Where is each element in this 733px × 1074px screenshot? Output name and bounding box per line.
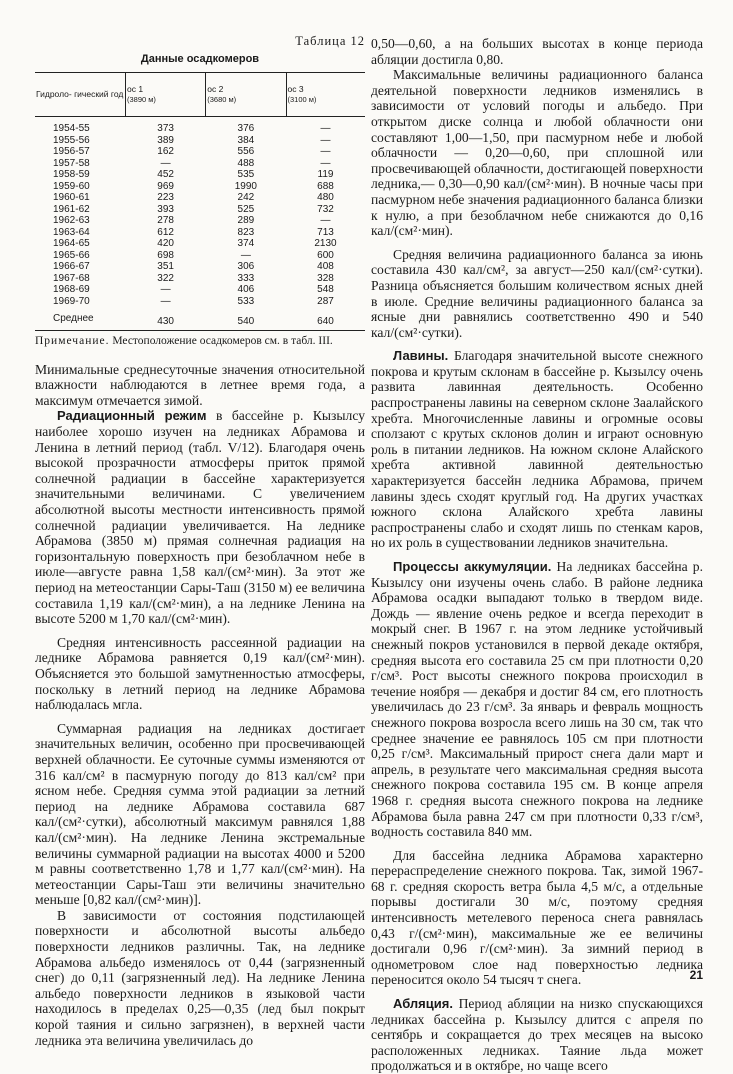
value-cell: 452 bbox=[157, 169, 174, 181]
value-cell: 600 bbox=[317, 249, 334, 261]
value-cell: 162 bbox=[157, 146, 174, 158]
value-cell: 376 bbox=[237, 123, 255, 135]
average-label: Среднее bbox=[53, 313, 94, 325]
value-cell: 533 bbox=[237, 295, 255, 307]
table-row bbox=[35, 158, 365, 170]
year-cell: 1962-63 bbox=[53, 215, 90, 227]
value-cell: 688 bbox=[317, 180, 334, 192]
left-column bbox=[35, 34, 365, 1048]
heading-radiation: Радиационный режим bbox=[57, 408, 207, 424]
value-cell: 373 bbox=[157, 123, 174, 135]
table-average-row bbox=[35, 307, 365, 330]
table-note bbox=[35, 335, 365, 348]
year-cell: 1969-70 bbox=[53, 295, 90, 307]
table-header-cell bbox=[126, 73, 206, 117]
value-cell: 713 bbox=[317, 226, 334, 238]
value-cell: 2130 bbox=[314, 238, 337, 250]
header-label: ос 3 bbox=[287, 84, 304, 95]
table-number: Таблица 12 bbox=[295, 34, 365, 48]
value-cell: 119 bbox=[317, 169, 334, 181]
value-cell: 328 bbox=[317, 272, 334, 284]
table-row bbox=[35, 192, 365, 204]
value-cell: — bbox=[320, 134, 331, 146]
value-cell: 287 bbox=[317, 295, 334, 307]
year-cell: 1959-60 bbox=[53, 180, 90, 192]
year-cell: 1956-57 bbox=[53, 146, 90, 158]
table-row bbox=[35, 238, 365, 250]
value-cell: 351 bbox=[157, 261, 174, 273]
header-label: Гидроло- гический год bbox=[36, 88, 124, 99]
heading-avalanches: Лавины. bbox=[393, 348, 449, 364]
paragraph-continued: 0,50—0,60, а на больших высотах в конце периода абляции достигла 0,80. bbox=[371, 36, 703, 67]
value-cell: 488 bbox=[237, 157, 255, 169]
header-label: ос 1 bbox=[127, 84, 144, 95]
table-row bbox=[35, 181, 365, 193]
value-cell: 306 bbox=[237, 261, 255, 273]
value-cell: 698 bbox=[157, 249, 174, 261]
year-cell: 1964-65 bbox=[53, 238, 90, 250]
value-cell: — bbox=[160, 295, 171, 307]
heading-ablation: Абляция. bbox=[393, 996, 453, 1012]
value-cell: 384 bbox=[237, 134, 255, 146]
year-cell: 1958-59 bbox=[53, 169, 90, 181]
year-cell: 1957-58 bbox=[53, 157, 90, 169]
paragraph-albedo: В зависимости от состояния подстилающей поверхности и абсолютной высоты альбедо поверхности ледников различны. Так, на леднике Абрамова альбедо изменялось от 0,44 (загрязненный снег) до 0,11 (загрязненный лед). На леднике Ленина альбедо поверхности ледников в языковой части находилось в пределах 0,25—0,35 (лед был покрыт корой таяния и сильно загрязнен), в верхней части ледника эта величина увеличилась до bbox=[35, 907, 365, 1048]
average-value: 640 bbox=[317, 315, 334, 327]
table-title: Данные осадкомеров bbox=[140, 52, 260, 65]
value-cell: 823 bbox=[237, 226, 255, 238]
header-altitude: (3680 м) bbox=[207, 94, 237, 104]
right-column bbox=[371, 36, 703, 1074]
value-cell: 480 bbox=[317, 192, 334, 204]
value-cell: — bbox=[320, 123, 331, 135]
paragraph-redistribution: Для бассейна ледника Абрамова характерно перераспределение снежного покрова. Так, зимой 1967-68 г. средняя скорость ветра была 4,5 м/с, а отдельные порывы достигали 30 м/с, поэтому средняя интенсивность метелевого переноса снега равнялась 0,43 г/(см²·мин), максимальные же ее величины достигали 0,96 г/(см²·мин). За зимний период в однометровом слое над поверхностью ледника переносится около 54 тысяч т снега. bbox=[371, 847, 703, 988]
value-cell: — bbox=[160, 157, 171, 169]
note-text: Местоположение осадкомеров см. в табл. III. bbox=[109, 334, 333, 347]
value-cell: — bbox=[320, 146, 331, 158]
table-row bbox=[35, 296, 365, 308]
year-cell: 1954-55 bbox=[53, 123, 90, 135]
year-cell: 1966-67 bbox=[53, 261, 90, 273]
value-cell: 612 bbox=[157, 226, 174, 238]
paragraph-total-radiation: Суммарная радиация на ледниках достигает значительных величин, особенно при просвечивающей верхней облачности. Ее суточные суммы изменяются от 316 кал/см² в пасмурную погоду до 813 кал/см² при ясном небе. Средняя сумма этой радиации за летний период на леднике Абрамова составила 687 кал/(см²·сутки), абсолютный максимум равнялся 1,88 кал/(см²·мин). На леднике Ленина экстремальные величины суммарной радиации на высотах 4000 и 5200 м равны соответственно 1,78 и 1,77 кал/(см²·мин). На метеостанции Сары-Таш эти величины значительно меньше [0,82 кал/(см²·мин)]. bbox=[35, 720, 365, 908]
year-cell: 1963-64 bbox=[53, 226, 90, 238]
paragraph-balance-average: Средняя величина радиационного баланса за июнь составила 430 кал/см², за август—250 кал/(см²·сутки). Разница объясняется большим количеством ясных дней в июле. Средние величины радиационного баланса за ясные дни равнялись соответственно 490 и 540 кал/(см²·сутки). bbox=[371, 246, 703, 340]
value-cell: 389 bbox=[157, 134, 174, 146]
value-cell: 374 bbox=[237, 238, 255, 250]
value-cell: 535 bbox=[237, 169, 255, 181]
table-row bbox=[35, 284, 365, 296]
value-cell: 393 bbox=[157, 203, 174, 215]
header-altitude: (3100 м) bbox=[287, 94, 317, 104]
table-row bbox=[35, 135, 365, 147]
year-cell: 1968-69 bbox=[53, 284, 90, 296]
precipitation-gauge-table bbox=[35, 72, 365, 331]
table-row bbox=[35, 250, 365, 262]
table-row bbox=[35, 204, 365, 216]
value-cell: — bbox=[320, 215, 331, 227]
value-cell: 223 bbox=[157, 192, 174, 204]
table-header-row bbox=[35, 73, 365, 117]
paragraph-radiation bbox=[35, 408, 365, 626]
value-cell: — bbox=[320, 157, 331, 169]
value-cell: 242 bbox=[237, 192, 255, 204]
value-cell: 1990 bbox=[234, 180, 257, 192]
paragraph-avalanches bbox=[371, 348, 703, 551]
table-row bbox=[35, 261, 365, 273]
value-cell: 525 bbox=[237, 203, 255, 215]
value-cell: 406 bbox=[237, 284, 255, 296]
paragraph-accumulation bbox=[371, 559, 703, 840]
value-cell: 548 bbox=[317, 284, 334, 296]
value-cell: 278 bbox=[157, 215, 174, 227]
table-header-cell bbox=[35, 73, 126, 117]
header-altitude: (3890 м) bbox=[127, 94, 156, 104]
value-cell: 289 bbox=[237, 215, 255, 227]
table-row bbox=[35, 227, 365, 239]
value-cell: 969 bbox=[157, 180, 174, 192]
paragraph-humidity: Минимальные среднесуточные значения относительной влажности наблюдаются в летнее время года, а максимум отмечается зимой. bbox=[35, 361, 365, 408]
heading-accumulation: Процессы аккумуляции. bbox=[393, 559, 552, 574]
paragraph-ablation-text: Период абляции на низко спускающихся ледниках бассейна р. Кызылсу длится с апреля по сентябрь и сокращается до трех месяцев на высоко расположенных ледниках. Таяние льда может продолжаться и в октябре, но чаще всего bbox=[371, 996, 703, 1074]
table-row bbox=[35, 215, 365, 227]
value-cell: 333 bbox=[237, 272, 255, 284]
paragraph-accumulation-text: На ледниках бассейна р. Кызылсу они изучены очень слабо. В районе ледника Абрамова осадки выпадают только в твердом виде. Дождь — явление очень редкое и всегда переходит в мокрый снег. В 1967 г. на этом леднике устойчивый снежный покров установился в первой декаде октября, средняя высота его составила 25 см при плотности 0,20 г/см³. Рост высоты снежного покрова происходил в течение ноября — декабря и достиг 84 см, его плотность увеличилась до 23 г/см³. За январь и февраль мощность снежного покрова возросла всего лишь на 30 см, так что среднее значение ее равнялось 105 см при плотности 0,25 г/см³. Максимальный прирост снега дали март и апрель, в результате чего максимальная средняя высота снежного покрова составила 195 см. В конце апреля 1968 г. средняя высота снежного покрова на леднике Абрамова была равна 247 см при плотности 0,33 г/см³, водность составила 840 мм. bbox=[371, 559, 704, 840]
value-cell: 732 bbox=[317, 203, 334, 215]
table-header-cell bbox=[286, 73, 365, 117]
table-row bbox=[35, 146, 365, 158]
year-cell: 1960-61 bbox=[53, 192, 90, 204]
value-cell: — bbox=[240, 249, 251, 261]
average-value: 430 bbox=[157, 315, 174, 327]
value-cell: 556 bbox=[237, 146, 255, 158]
year-cell: 1955-56 bbox=[53, 134, 90, 146]
paragraph-ablation bbox=[371, 996, 703, 1074]
paragraph-radiation-text: в бассейне р. Кызылсу наиболее хорошо изучен на ледниках Абрамова и Ленина в летний период (табл. V/12). Благодаря очень высокой прозрачности атмосферы приток прямой солнечной радиации в бассейне характеризуется значительными величинами. С увеличением абсолютной высоты местности интенсивность прямой солнечной радиации увеличивается. На леднике Абрамова (3850 м) прямая солнечная радиация на горизонтальную поверхность при безоблачном небе в июле—августе равна 1,58 кал/(см²·мин). За этот же период на метеостанции Сары-Таш (3150 м) ее величина составила 1,19 кал/(см²·мин), а на леднике Ленина на высоте 5200 м 1,70 кал/(см²·мин). bbox=[35, 408, 365, 627]
table-row bbox=[35, 273, 365, 285]
paragraph-avalanches-text: Благодаря значительной высоте снежного покрова и крутым склонам в бассейне р. Кызылсу очень развита лавинная деятельность. Особенно распространены лавины на северном склоне Заалайского хребта. Многочисленные лавины и огромные осовы сползают с крутых склонов долин и играют основную роль в питании ледников. На южном склоне Алайского хребта активной лавинной деятельностью характеризуется бассейн ледника Абрамова, причем лавины здесь сходят круглый год. На других участках южного склона Алайского хребта лавины распространены слабо и сходят лишь по стенкам каров, но их роль в существовании ледников значительна. bbox=[371, 348, 703, 551]
header-label: ос 2 bbox=[207, 84, 224, 95]
year-cell: 1961-62 bbox=[53, 203, 90, 215]
year-cell: 1967-68 bbox=[53, 272, 90, 284]
paragraph-scatter: Средняя интенсивность рассеянной радиации на леднике Абрамова равняется 0,19 кал/(см²·мин). Объясняется это большой замутненностью атмосферы, поскольку в летний период на леднике Абрамова наблюдалась мгла. bbox=[35, 634, 365, 713]
table-header-cell bbox=[206, 73, 286, 117]
value-cell: 408 bbox=[317, 261, 334, 273]
value-cell: 420 bbox=[157, 238, 174, 250]
table-row bbox=[35, 117, 365, 135]
note-label: Примечание. bbox=[35, 334, 110, 347]
paragraph-balance: Максимальные величины радиационного баланса деятельной поверхности ледников изменялись в зависимости от условий погоды и альбедо. При открытом диске солнца и любой облачности они составляют 1,00—1,50, при пасмурном небе и любой облачности — 0,20—0,60, при сплошной или просвечивающей облачности, достигающей поверхности ледника,— 0,30—0,90 кал/(см²·мин). В ночные часы при пасмурном небе значения радиационного баланса близки к нулю, а при безоблачном небе снижаются до 0,16 кал/(см²·мин). bbox=[371, 67, 703, 239]
table-row bbox=[35, 169, 365, 181]
value-cell: — bbox=[160, 284, 171, 296]
page-number: 21 bbox=[689, 968, 703, 982]
year-cell: 1965-66 bbox=[53, 249, 90, 261]
value-cell: 322 bbox=[157, 272, 174, 284]
average-value: 540 bbox=[237, 315, 255, 327]
